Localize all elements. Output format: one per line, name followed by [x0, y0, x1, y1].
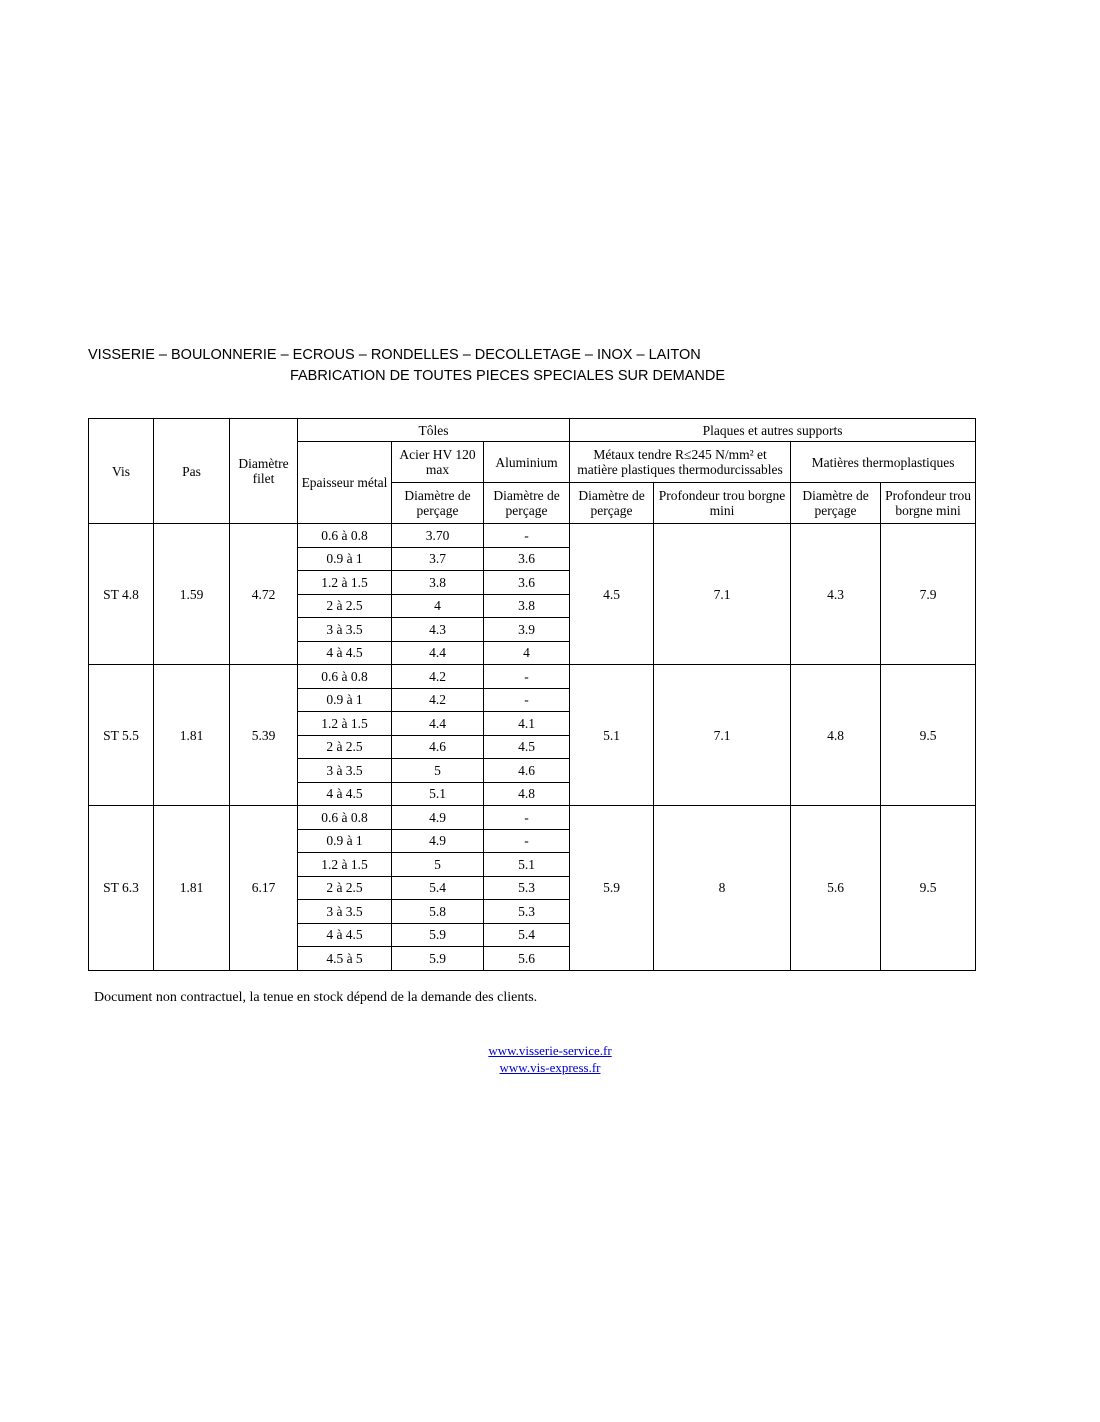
- cell-alu-percage: 3.6: [484, 571, 570, 595]
- cell-acier-percage: 4.9: [392, 829, 484, 853]
- cell-alu-percage: -: [484, 665, 570, 689]
- cell-alu-percage: -: [484, 524, 570, 548]
- cell-epaisseur: 4 à 4.5: [298, 641, 392, 665]
- table-row: [89, 524, 976, 548]
- cell-metaux-diametre: 5.9: [570, 806, 654, 971]
- cell-epaisseur: 0.9 à 1: [298, 688, 392, 712]
- cell-alu-percage: 5.3: [484, 876, 570, 900]
- cell-diametre-filet: 6.17: [230, 806, 298, 971]
- header-pas: Pas: [154, 419, 230, 524]
- cell-epaisseur: 0.6 à 0.8: [298, 806, 392, 830]
- cell-thermo-profondeur: 7.9: [881, 524, 976, 665]
- header-profondeur-borgne-thermo: Profondeur trou borgne mini: [881, 483, 976, 524]
- cell-epaisseur: 2 à 2.5: [298, 594, 392, 618]
- cell-pas: 1.81: [154, 665, 230, 806]
- cell-acier-percage: 4.4: [392, 712, 484, 736]
- cell-acier-percage: 5: [392, 759, 484, 783]
- cell-vis: ST 6.3: [89, 806, 154, 971]
- cell-thermo-profondeur: 9.5: [881, 806, 976, 971]
- header-diametre-filet: Diamètre filet: [230, 419, 298, 524]
- cell-acier-percage: 4.4: [392, 641, 484, 665]
- cell-epaisseur: 4 à 4.5: [298, 782, 392, 806]
- cell-alu-percage: 3.6: [484, 547, 570, 571]
- header-diametre-percage-metaux: Diamètre de perçage: [570, 483, 654, 524]
- cell-alu-percage: 5.1: [484, 853, 570, 877]
- header-acier: Acier HV 120 max: [392, 442, 484, 483]
- cell-alu-percage: -: [484, 806, 570, 830]
- cell-alu-percage: -: [484, 688, 570, 712]
- cell-acier-percage: 3.70: [392, 524, 484, 548]
- header-epaisseur-metal: Epaisseur métal: [298, 442, 392, 524]
- cell-epaisseur: 2 à 2.5: [298, 876, 392, 900]
- cell-acier-percage: 4.6: [392, 735, 484, 759]
- cell-epaisseur: 4 à 4.5: [298, 923, 392, 947]
- cell-acier-percage: 4.2: [392, 665, 484, 689]
- cell-epaisseur: 2 à 2.5: [298, 735, 392, 759]
- cell-acier-percage: 5.1: [392, 782, 484, 806]
- cell-epaisseur: 0.6 à 0.8: [298, 665, 392, 689]
- cell-alu-percage: 4.5: [484, 735, 570, 759]
- drilling-specification-table: [88, 418, 976, 971]
- cell-acier-percage: 4.9: [392, 806, 484, 830]
- header-line-1: VISSERIE – BOULONNERIE – ECROUS – RONDELLES – DECOLLETAGE – INOX – LAITON: [88, 347, 701, 363]
- cell-epaisseur: 4.5 à 5: [298, 947, 392, 971]
- cell-diametre-filet: 4.72: [230, 524, 298, 665]
- table-header-row-1: [89, 419, 976, 442]
- cell-alu-percage: 4: [484, 641, 570, 665]
- link-visserie-service[interactable]: www.visserie-service.fr: [488, 1043, 612, 1058]
- header-profondeur-borgne-metaux: Profondeur trou borgne mini: [654, 483, 791, 524]
- header-line-2: FABRICATION DE TOUTES PIECES SPECIALES SUR DEMANDE: [289, 368, 726, 384]
- cell-epaisseur: 1.2 à 1.5: [298, 571, 392, 595]
- cell-epaisseur: 0.6 à 0.8: [298, 524, 392, 548]
- cell-acier-percage: 5.9: [392, 923, 484, 947]
- link-vis-express[interactable]: www.vis-express.fr: [499, 1060, 601, 1075]
- cell-alu-percage: 5.6: [484, 947, 570, 971]
- cell-metaux-diametre: 5.1: [570, 665, 654, 806]
- cell-pas: 1.81: [154, 806, 230, 971]
- cell-acier-percage: 3.8: [392, 571, 484, 595]
- header-group-toles: Tôles: [298, 419, 570, 442]
- header-diametre-percage-alu: Diamètre de perçage: [484, 483, 570, 524]
- disclaimer-note: Document non contractuel, la tenue en stock dépend de la demande des clients.: [94, 990, 538, 1005]
- cell-vis: ST 4.8: [89, 524, 154, 665]
- header-matieres-thermoplastiques: Matières thermoplastiques: [791, 442, 976, 483]
- cell-acier-percage: 5: [392, 853, 484, 877]
- cell-metaux-profondeur: 7.1: [654, 665, 791, 806]
- table-row: [89, 806, 976, 830]
- header-diametre-percage-thermo: Diamètre de perçage: [791, 483, 881, 524]
- cell-epaisseur: 1.2 à 1.5: [298, 712, 392, 736]
- cell-alu-percage: 5.4: [484, 923, 570, 947]
- cell-epaisseur: 3 à 3.5: [298, 900, 392, 924]
- cell-thermo-diametre: 4.8: [791, 665, 881, 806]
- document-header: [88, 345, 1012, 387]
- cell-alu-percage: -: [484, 829, 570, 853]
- cell-epaisseur: 1.2 à 1.5: [298, 853, 392, 877]
- cell-acier-percage: 3.7: [392, 547, 484, 571]
- cell-alu-percage: 5.3: [484, 900, 570, 924]
- cell-pas: 1.59: [154, 524, 230, 665]
- cell-diametre-filet: 5.39: [230, 665, 298, 806]
- cell-epaisseur: 0.9 à 1: [298, 829, 392, 853]
- cell-alu-percage: 4.1: [484, 712, 570, 736]
- header-group-plaques: Plaques et autres supports: [570, 419, 976, 442]
- cell-thermo-diametre: 4.3: [791, 524, 881, 665]
- header-aluminium: Aluminium: [484, 442, 570, 483]
- header-diametre-percage-acier: Diamètre de perçage: [392, 483, 484, 524]
- cell-alu-percage: 4.8: [484, 782, 570, 806]
- cell-acier-percage: 4.2: [392, 688, 484, 712]
- cell-epaisseur: 0.9 à 1: [298, 547, 392, 571]
- table-row: [89, 665, 976, 689]
- cell-vis: ST 5.5: [89, 665, 154, 806]
- cell-acier-percage: 4.3: [392, 618, 484, 642]
- cell-acier-percage: 4: [392, 594, 484, 618]
- cell-thermo-diametre: 5.6: [791, 806, 881, 971]
- cell-epaisseur: 3 à 3.5: [298, 759, 392, 783]
- cell-alu-percage: 3.9: [484, 618, 570, 642]
- cell-alu-percage: 3.8: [484, 594, 570, 618]
- cell-acier-percage: 5.9: [392, 947, 484, 971]
- cell-metaux-diametre: 4.5: [570, 524, 654, 665]
- header-vis: Vis: [89, 419, 154, 524]
- cell-acier-percage: 5.8: [392, 900, 484, 924]
- cell-acier-percage: 5.4: [392, 876, 484, 900]
- cell-thermo-profondeur: 9.5: [881, 665, 976, 806]
- footer-links: [0, 1042, 1100, 1076]
- cell-metaux-profondeur: 7.1: [654, 524, 791, 665]
- cell-metaux-profondeur: 8: [654, 806, 791, 971]
- header-metaux-tendre: Métaux tendre R≤245 N/mm² et matière plastiques thermodurcissables: [570, 442, 791, 483]
- cell-alu-percage: 4.6: [484, 759, 570, 783]
- cell-epaisseur: 3 à 3.5: [298, 618, 392, 642]
